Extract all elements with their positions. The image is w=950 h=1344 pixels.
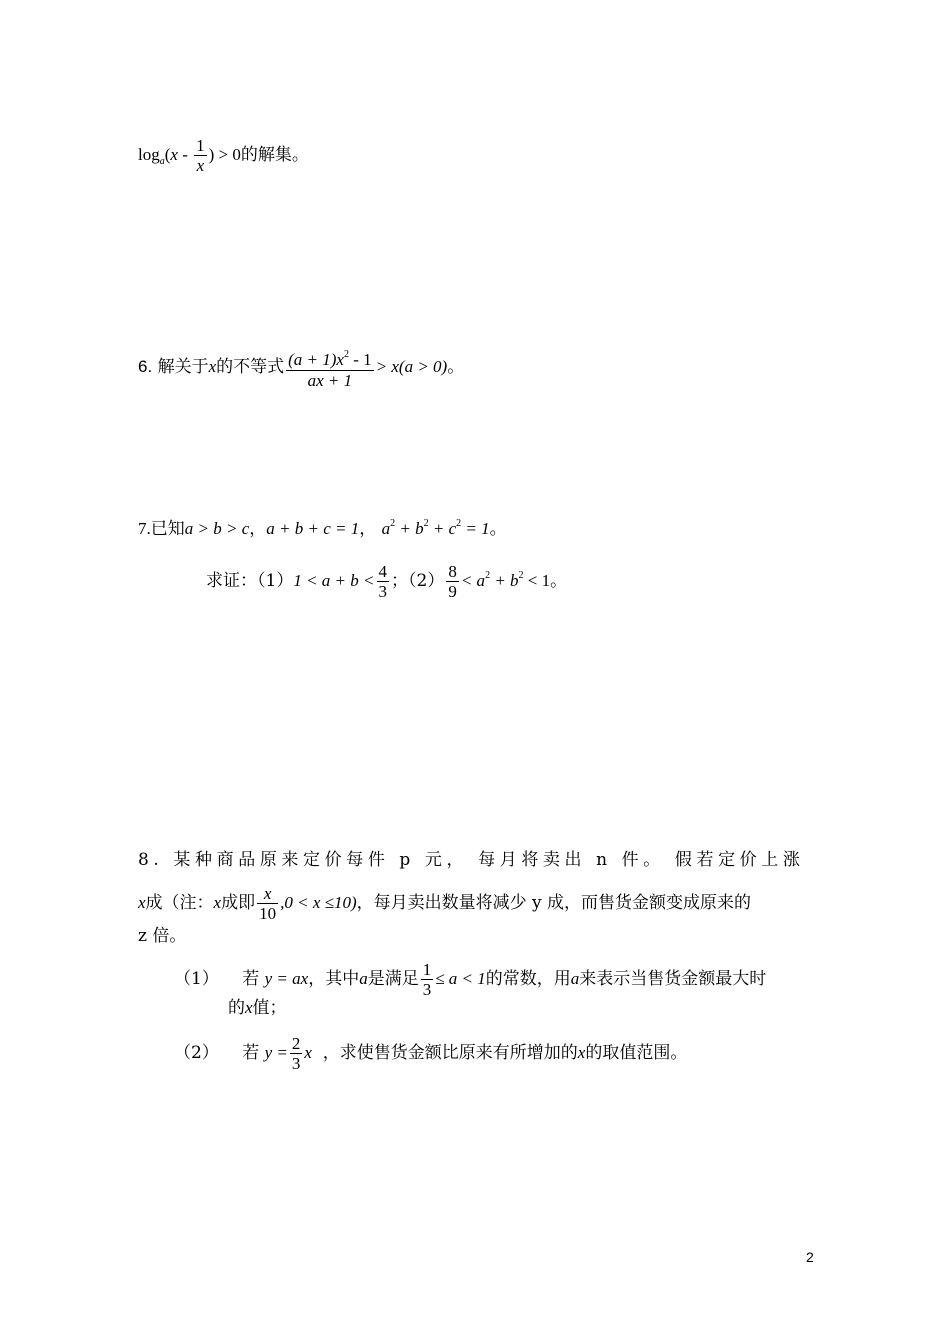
- log-symbol: log: [138, 145, 160, 164]
- q7-given: 7.已知a > b > c，a + b + c = 1， $a^2 + b^2 + c^2 = 1$。: [138, 518, 507, 539]
- fraction: $\frac{4}{3}$: [378, 562, 387, 601]
- q8-sub1: （1） 若 y = ax，其中a是满足 $\frac{1}{3}$ ≤ a < 1的常数，用a来表示当售货金额最大时: [174, 960, 767, 999]
- fraction: $\frac{1}{3}$: [422, 960, 432, 999]
- q8-sub2: （2） 若 y = $\frac{2}{3}$ x ，求使售货金额比原来有所增加的x的取值范围。: [174, 1034, 688, 1073]
- q5-tail: $\log_a(x$ - $\frac{1}{x}$ ) > 0的解集。: [138, 136, 309, 175]
- fraction: $\frac{1}{x}$: [196, 136, 205, 175]
- fraction: $\frac{x}{10}$: [259, 884, 277, 923]
- q8-line1: 8. 某种商品原来定价每件 p 元， 每月将卖出 n 件。 假若定价上涨: [138, 850, 805, 870]
- page-number: 2: [806, 1249, 814, 1265]
- fraction: $\frac{(a + 1)x^2 - 1}{ax + 1}$: [286, 345, 374, 390]
- q8-sub1-line2: 的x值；: [228, 998, 287, 1018]
- q7-number: 7.: [138, 519, 151, 538]
- q6-number: 6.: [138, 357, 153, 376]
- q8-line2: x成（注：x成即 $\frac{x}{10}$ ,0 < x ≤10)，每月卖出数量将减少 y 成，而售货金额变成原来的: [138, 884, 752, 923]
- q8-line3: z 倍。: [138, 926, 187, 946]
- q7-prove: 求证：（1）1 < a + b < $\frac{4}{3}$ ；（2） $\frac{8}{9}$ < $a^2 + b^2 < 1$。: [206, 562, 568, 601]
- q6: 6. 解关于x的不等式 $\frac{(a + 1)x^2 - 1}{ax + 1}$ > x(a > 0)。: [138, 345, 464, 390]
- fraction: $\frac{2}{3}$: [291, 1034, 301, 1073]
- fraction: $\frac{8}{9}$: [448, 562, 457, 601]
